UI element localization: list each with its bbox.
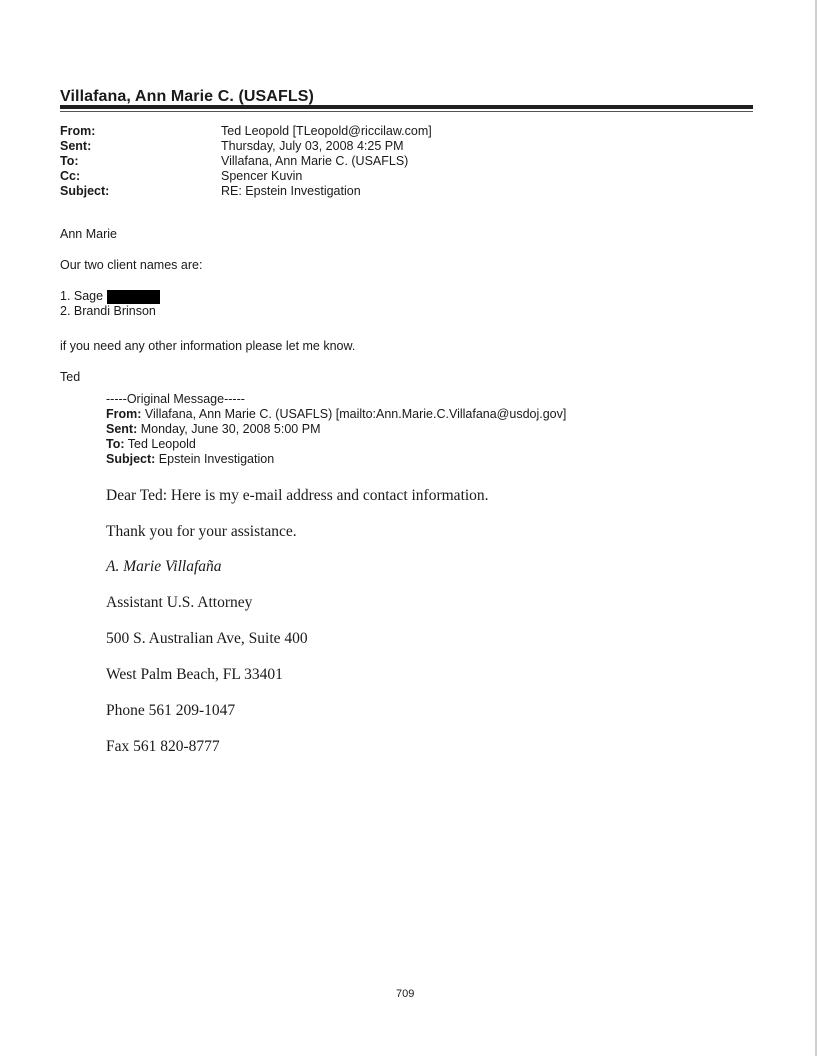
orig-subject-label: Subject: [106, 452, 156, 466]
orig-sent-row [106, 422, 566, 437]
from-row [60, 124, 432, 139]
subject-value: RE: Epstein Investigation [221, 184, 361, 198]
intro-line: Our two client names are: [60, 258, 203, 272]
sent-row [60, 139, 432, 154]
original-separator: -----Original Message----- [106, 392, 245, 406]
orig-from-row [106, 407, 566, 422]
signature-name: A. Marie Villafaña [106, 558, 222, 575]
to-label: To: [60, 154, 79, 168]
orig-to-label: To: [106, 437, 125, 451]
signature-phone: Phone 561 209-1047 [106, 702, 236, 719]
from-label: From: [60, 124, 96, 138]
list-item [60, 304, 160, 319]
client-1: 1. Sage [60, 289, 104, 303]
orig-sent-value: Monday, June 30, 2008 5:00 PM [140, 422, 321, 436]
closing-line: if you need any other information please let me know. [60, 339, 356, 353]
from-value: Ted Leopold [TLeopold@riccilaw.com] [221, 124, 432, 138]
to-value: Villafana, Ann Marie C. (USAFLS) [221, 154, 409, 168]
mailbox-owner-name: Villafana, Ann Marie C. (USAFLS) [60, 88, 314, 105]
original-message-body: Dear Ted: Here is my e-mail address and contact information. [106, 487, 489, 504]
sent-value: Thursday, July 03, 2008 4:25 PM [221, 139, 404, 153]
signature-title: Assistant U.S. Attorney [106, 594, 253, 611]
cc-label: Cc: [60, 169, 81, 183]
sent-label: Sent: [60, 139, 92, 153]
header-rule-thin [60, 111, 753, 112]
orig-to-value: Ted Leopold [127, 437, 196, 451]
signoff: Ted [60, 370, 81, 384]
signature-city: West Palm Beach, FL 33401 [106, 666, 283, 683]
signature-fax: Fax 561 820-8777 [106, 738, 220, 755]
subject-label: Subject: [60, 184, 110, 198]
header-rule [60, 105, 753, 109]
thanks-line: Thank you for your assistance. [106, 523, 297, 540]
orig-subject-row [106, 452, 566, 467]
to-row [60, 154, 432, 169]
original-message-header [106, 392, 566, 467]
client-2: 2. Brandi Brinson [60, 304, 156, 318]
client-list [60, 289, 160, 319]
orig-from-value: Villafana, Ann Marie C. (USAFLS) [mailto:Ann.Marie.C.Villafana@usdoj.gov] [144, 407, 567, 421]
page-number: 709 [396, 988, 415, 1000]
list-item [60, 289, 160, 304]
orig-to-row [106, 437, 566, 452]
orig-sent-label: Sent: [106, 422, 138, 436]
signature-address: 500 S. Australian Ave, Suite 400 [106, 630, 308, 647]
redaction-box [107, 290, 160, 304]
orig-from-label: From: [106, 407, 142, 421]
cc-value: Spencer Kuvin [221, 169, 303, 183]
email-header-fields [60, 124, 432, 199]
cc-row [60, 169, 432, 184]
orig-subject-value: Epstein Investigation [158, 452, 275, 466]
greeting: Ann Marie [60, 227, 117, 241]
subject-row [60, 184, 432, 199]
